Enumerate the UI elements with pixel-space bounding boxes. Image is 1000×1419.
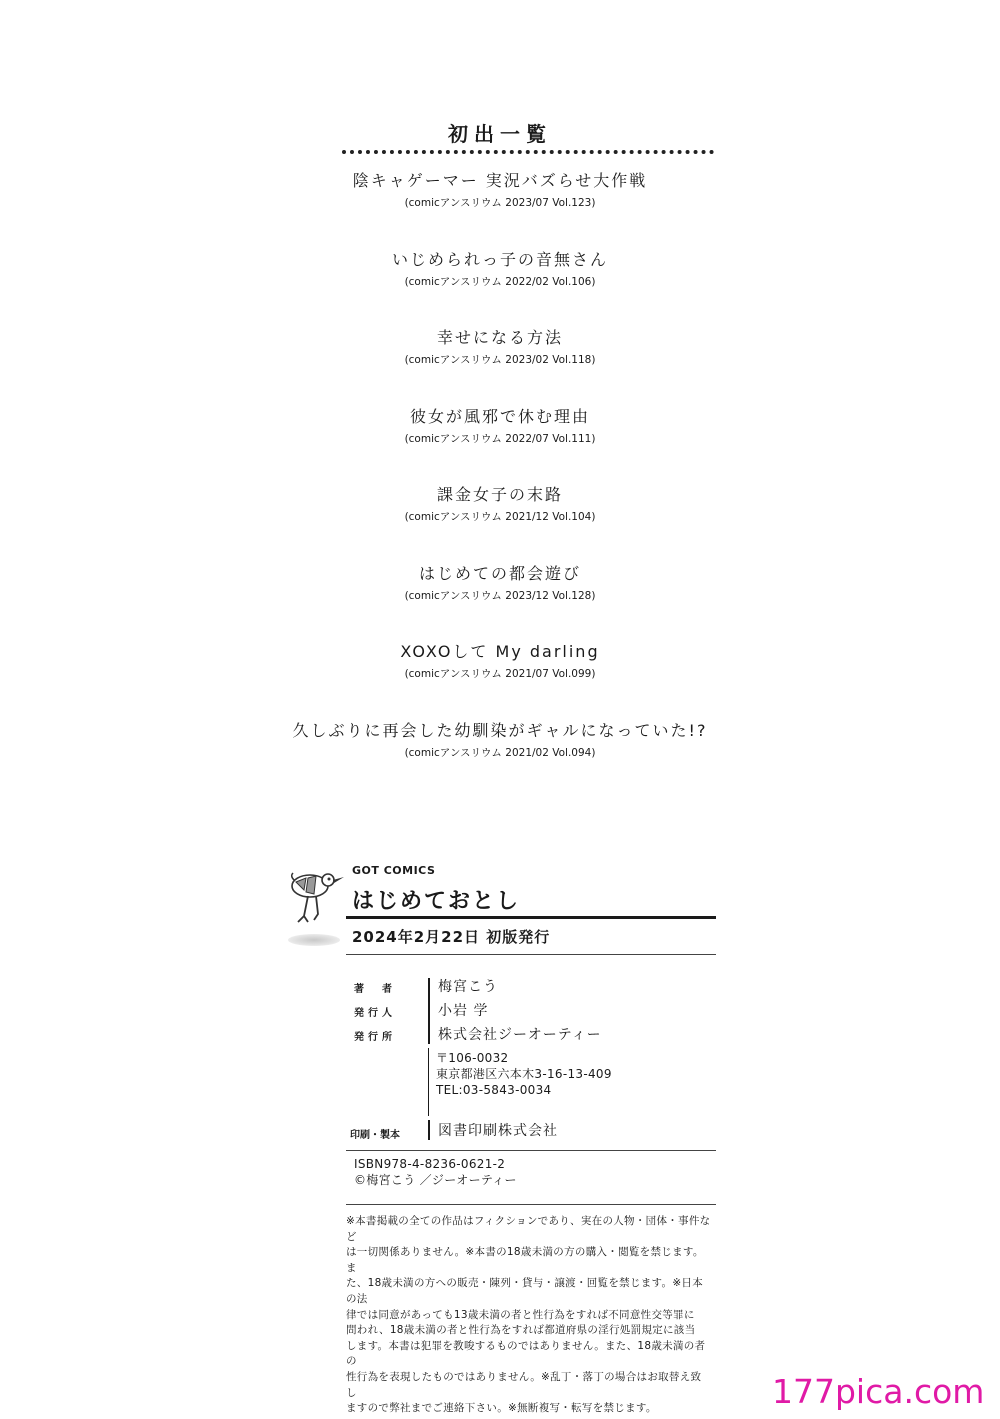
list-item bbox=[0, 718, 1000, 797]
telephone: TEL:03-5843-0034 bbox=[436, 1083, 552, 1097]
title-rule bbox=[346, 916, 716, 919]
work-title: 彼女が風邪で休む理由 bbox=[409, 406, 590, 426]
notice-line: 性行為を表現したものではありません。※乱丁・落丁の場合はお取替え致し bbox=[346, 1370, 702, 1399]
list-item bbox=[0, 168, 1000, 247]
divider bbox=[346, 1150, 716, 1151]
work-source: (comicアンスリウム 2021/07 Vol.099) bbox=[404, 668, 596, 680]
publication-date: 2024年2月22日 初版発行 bbox=[352, 928, 551, 946]
list-item bbox=[0, 482, 1000, 561]
book-title: はじめておとし bbox=[352, 889, 521, 914]
divider bbox=[346, 954, 716, 955]
street-address: 東京都港区六本木3-16-13-409 bbox=[436, 1067, 612, 1081]
work-title: 陰キャゲーマー 実況バズらせ大作戦 bbox=[352, 171, 648, 190]
work-title: 幸せになる方法 bbox=[436, 328, 563, 347]
work-source: (comicアンスリウム 2021/02 Vol.094) bbox=[404, 746, 596, 759]
list-item bbox=[0, 325, 1000, 404]
work-source: (comicアンスリウム 2023/12 Vol.128) bbox=[404, 589, 596, 602]
copyright: ©梅宮こう ／ジーオーティー bbox=[354, 1173, 517, 1187]
work-source: (comicアンスリウム 2022/02 Vol.106) bbox=[404, 275, 596, 288]
credit-label: 著 者 bbox=[354, 984, 396, 995]
credits bbox=[346, 976, 716, 1141]
work-title: いじめられっ子の音無さん bbox=[391, 249, 608, 269]
series-label: GOT COMICS bbox=[352, 864, 436, 877]
address-bar bbox=[428, 1048, 429, 1116]
credit-row-publisher-person bbox=[346, 1000, 716, 1024]
list-item bbox=[0, 639, 1000, 718]
notice-line: ますので弊社までご連絡下さい。※無断複写・転写を禁じます。 bbox=[346, 1402, 657, 1415]
printer-label: 印刷・製本 bbox=[350, 1130, 400, 1141]
dotted-divider bbox=[342, 150, 714, 154]
printer-name: 図書印刷株式会社 bbox=[438, 1123, 558, 1139]
work-source: (comicアンスリウム 2023/02 Vol.118) bbox=[404, 354, 596, 366]
notice-line: は一切関係ありません。※本書の18歳未満の方の購入・閲覧を禁じます。ま bbox=[346, 1246, 704, 1274]
credit-row-author bbox=[346, 976, 716, 1000]
credit-label: 発行人 bbox=[354, 1008, 396, 1019]
work-source: (comicアンスリウム 2021/12 Vol.104) bbox=[404, 511, 596, 523]
postal-code: 〒106-0032 bbox=[436, 1051, 509, 1065]
notice-line: 問われ、18歳未満の者と性行為をすれば都道府県の淫行処罰規定に該当 bbox=[346, 1324, 696, 1337]
divider bbox=[346, 1204, 716, 1205]
work-title: 久しぶりに再会した幼馴染がギャルになっていた!? bbox=[292, 720, 708, 740]
credit-row-publisher bbox=[346, 1024, 716, 1048]
publisher-company: 株式会社ジーオーティー bbox=[438, 1027, 602, 1043]
notice-line: 律では同意があっても13歳未満の者と性行為をすれば不同意性交等罪に bbox=[346, 1308, 695, 1321]
watermark: 177pica.com bbox=[772, 1372, 985, 1411]
logo-shadow bbox=[288, 934, 340, 946]
list-item bbox=[0, 247, 1000, 326]
bird-illustration-icon bbox=[286, 864, 346, 934]
credit-label: 発行所 bbox=[354, 1032, 396, 1043]
work-title: はじめての都会遊び bbox=[418, 563, 581, 583]
author-name: 梅宮こう bbox=[438, 979, 498, 995]
bird-logo-icon bbox=[286, 864, 346, 954]
page-heading: 初出一覧 bbox=[448, 122, 552, 146]
notice-line: ※本書掲載の全ての作品はフィクションであり、実在の人物・団体・事件など bbox=[346, 1215, 711, 1243]
legal-notice bbox=[346, 1214, 712, 1417]
work-title: XOXOして My darling bbox=[400, 642, 600, 661]
publisher-person: 小岩 学 bbox=[438, 1003, 489, 1019]
work-source: (comicアンスリウム 2022/07 Vol.111) bbox=[404, 432, 596, 445]
isbn: ISBN978-4-8236-0621-2 bbox=[354, 1157, 506, 1171]
list-item bbox=[0, 561, 1000, 640]
work-title: 課金女子の末路 bbox=[436, 485, 563, 504]
work-source: (comicアンスリウム 2023/07 Vol.123) bbox=[404, 197, 596, 209]
colophon bbox=[286, 858, 726, 1415]
list-item bbox=[0, 404, 1000, 483]
first-appearance-list bbox=[0, 168, 1000, 796]
notice-line: た、18歳未満の方への販売・陳列・貸与・譲渡・回覧を禁じます。※日本の法 bbox=[346, 1277, 704, 1305]
notice-line: します。本書は犯罪を教唆するものではありません。また、18歳未満の者の bbox=[346, 1339, 706, 1368]
